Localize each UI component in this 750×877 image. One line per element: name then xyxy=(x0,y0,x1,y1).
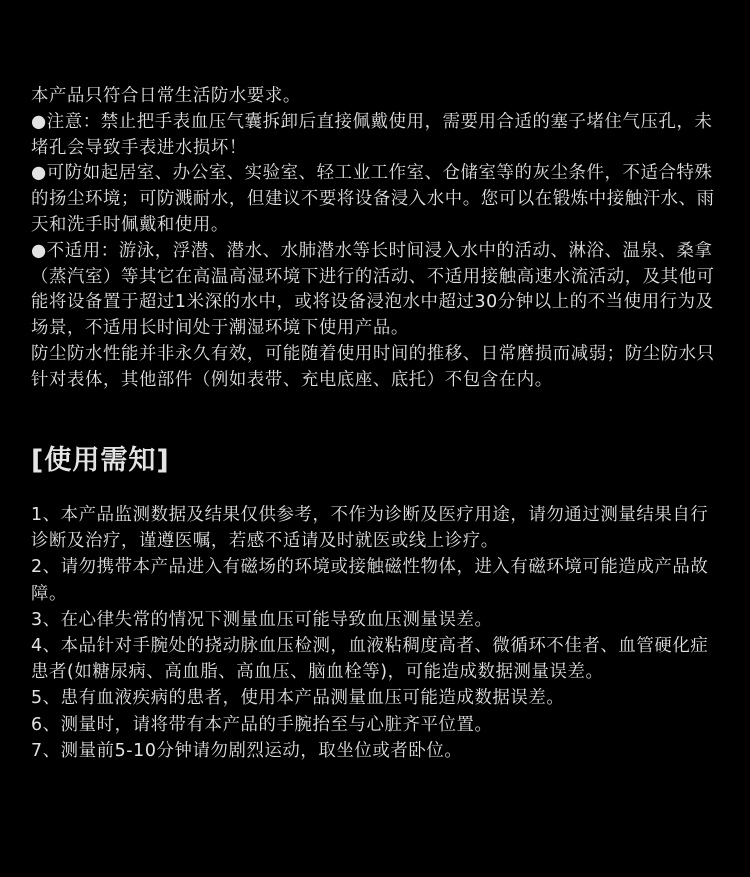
not-applicable-text: ●不适用：游泳，浮潜、潜水、水肺潜水等长时间浸入水中的活动、淋浴、温泉、桑拿（蒸汽室）等其它在高温高湿环境下进行的活动、不适用接触高速水流活动，及其他可能将设备置于超过1米深的水中，或将设备浸泡水中超过30分钟以上的不当使用行为及场景，不适用长时间处于潮湿环境下使用产品。 xyxy=(31,240,715,339)
document-body xyxy=(31,84,721,761)
usage-note-item: 1、本产品监测数据及结果仅供参考，不作为诊断及医疗用途，请勿通过测量结果自行诊断及治疗，谨遵医嘱，若感不适请及时就医或线上诊疗。 xyxy=(31,505,709,552)
usage-note-item: 2、请勿携带本产品进入有磁场的环境或接触磁性物体，进入有磁环境可能造成产品故障。 xyxy=(31,557,709,604)
usage-note-item: 7、测量前5-10分钟请勿剧烈运动，取坐位或者卧位。 xyxy=(31,740,463,761)
airbag-warning-text: ●注意：禁止把手表血压气囊拆卸后直接佩戴使用，需要用合适的塞子堵住气压孔，未堵孔会导致手表进水损坏！ xyxy=(31,111,713,158)
dust-protection-text: ●可防如起居室、办公室、实验室、轻工业工作室、仓储室等的灰尘条件，不适合特殊的扬尘环境；可防溅耐水，但建议不要将设备浸入水中。您可以在锻炼中接触汗水、雨天和洗手时佩戴和使用。 xyxy=(31,163,715,235)
waterproof-scope-text: 本产品只符合日常生活防水要求。 xyxy=(31,86,301,106)
usage-note-item: 6、测量时，请将带有本产品的手腕抬至与心脏齐平位置。 xyxy=(31,714,493,735)
usage-note-item: 4、本品针对手腕处的挠动脉血压检测，血液粘稠度高者、微循环不佳者、血管硬化症患者(如糖尿病、高血脂、高血压、脑血栓等)，可能造成数据测量误差。 xyxy=(31,636,709,683)
usage-notes-heading: [使用需知] xyxy=(31,445,170,476)
durability-note-text: 防尘防水性能并非永久有效，可能随着使用时间的推移、日常磨损而减弱；防尘防水只针对表体，其他部件（例如表带、充电底座、底托）不包含在内。 xyxy=(31,343,715,390)
usage-notes-list xyxy=(31,502,721,764)
usage-note-item: 3、在心律失常的情况下测量血压可能导致血压测量误差。 xyxy=(31,609,493,630)
usage-note-item: 5、患有血液疾病的患者，使用本产品测量血压可能造成数据误差。 xyxy=(31,688,565,709)
